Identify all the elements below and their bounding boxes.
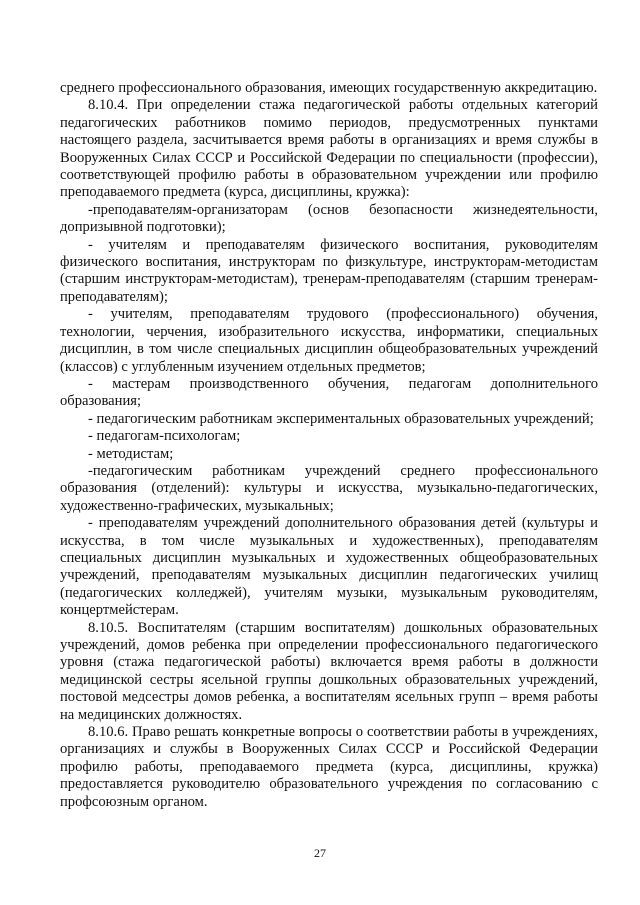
document-body bbox=[60, 80, 598, 811]
list-item-vocational-training: - учителям, преподавателям трудового (профессионального) обучения, технологии, черчения, изобразительного искусства, информатики, специальных дисциплин, в том числе специальных дисциплин общеобразовательных учреждений (классов) с углубленным изучением отдельных предметов; bbox=[60, 306, 598, 375]
page-number: 27 bbox=[314, 846, 326, 860]
list-item-vocational-colleges: -педагогическим работникам учреждений среднего профессионального образования (отделений): культуры и искусства, музыкально-педагогических, художественно-графических, музыкальных; bbox=[60, 462, 598, 514]
list-item-physical-education: - учителям и преподавателям физического воспитания, руководителям физического воспитания, инструкторам по физкультуре, инструкторам-методистам (старшим инструкторам-методистам), тренерам-преподавателям (старшим тренерам-преподавателям); bbox=[60, 236, 598, 305]
paragraph-8-10-6: 8.10.6. Право решать конкретные вопросы о соответствии работы в учреждениях, организациях и службы в Вооруженных Силах СССР и Российской Федерации профилю работы, преподаваемого предмета (курса, дисциплины, кружка) предоставляется руководителю образовательного учреждения по согласованию с профсоюзным органом. bbox=[60, 724, 598, 810]
list-item-experimental-institutions: - педагогическим работникам экспериментальных образовательных учреждений; bbox=[88, 410, 594, 427]
paragraph-accreditation-continuation: среднего профессионального образования, имеющих государственную аккредитацию. bbox=[60, 80, 598, 96]
paragraph-8-10-5: 8.10.5. Воспитателям (старшим воспитателям) дошкольных образовательных учреждений, домов ребенка при определении профессионального педагогического уровня (стажа педагогической работы) включается время работы в должности медицинской сестры ясельной группы дошкольных образовательных учреждений, постовой медсестры домов ребенка, а воспитателям ясельных групп – время работы на медицинских должностях. bbox=[60, 619, 598, 723]
list-item-psychologists: - педагогам-психологам; bbox=[88, 428, 241, 445]
list-item-methodologists: - методистам; bbox=[88, 445, 174, 462]
list-item-additional-education: - преподавателям учреждений дополнительного образования детей (культуры и искусства, в том числе музыкальных и художественных), преподавателям специальных дисциплин музыкальных и художественных общеобразовательных учреждений, преподавателям музыкальных дисциплин педагогических училищ (педагогических колледжей), учителям музыки, музыкальным руководителям, концертмейстерам. bbox=[60, 515, 598, 619]
paragraph-8-10-4: 8.10.4. При определении стажа педагогической работы отдельных категорий педагогических работников помимо периодов, предусмотренных пунктами настоящего раздела, засчитывается время работы в организациях и время службы в Вооруженных Силах СССР и Российской Федерации по специальности (профессии), соответствующей профилю работы в образовательном учреждении или профилю преподаваемого предмета (курса, дисциплины, кружка): bbox=[60, 97, 598, 201]
list-item-production-masters: - мастерам производственного обучения, педагогам дополнительного образования; bbox=[60, 375, 598, 410]
list-item-organizer-teachers: -преподавателям-организаторам (основ безопасности жизнедеятельности, допризывной подготовки); bbox=[60, 201, 598, 236]
